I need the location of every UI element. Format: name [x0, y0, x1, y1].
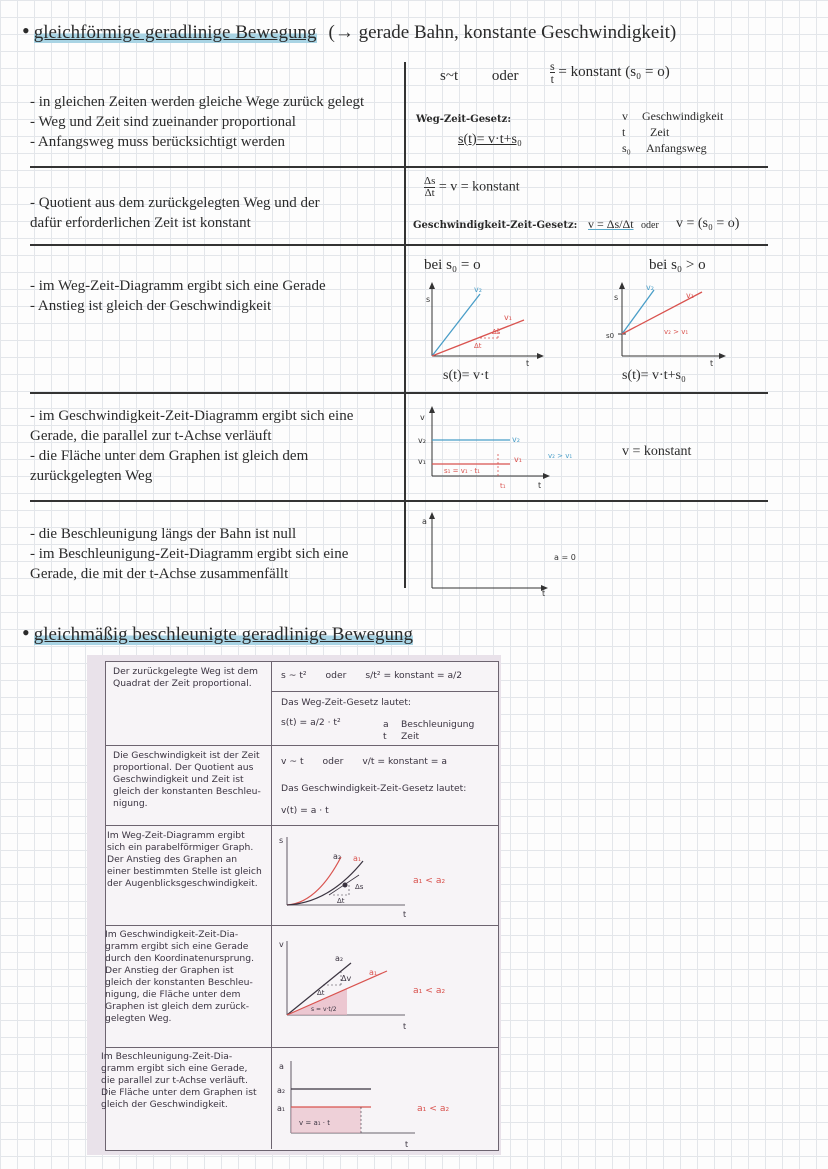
- book-legend-item: t Zeit: [383, 731, 420, 742]
- table-divider-vertical: [404, 62, 406, 588]
- book-row2-law: v(t) = a · t: [281, 805, 329, 816]
- row2-line-1: - Quotient aus dem zurückgelegten Weg und der: [30, 195, 320, 211]
- legend-item: t Zeit: [622, 125, 670, 139]
- row1-line-2: - Weg und Zeit sind zueinander proportional: [30, 114, 296, 130]
- row3-left-text: [30, 276, 400, 316]
- line-v2: [622, 290, 654, 334]
- quot-den: Δt: [424, 187, 435, 199]
- section2-heading: [22, 620, 413, 646]
- row1-line-1: - in gleichen Zeiten werden gleiche Wege zurück gelegt: [30, 94, 365, 110]
- quot-num: Δs: [424, 175, 436, 187]
- label-a: a: [422, 517, 427, 526]
- row3-case-b: bei s₀ > o: [649, 257, 706, 273]
- label-v2: v₂: [646, 283, 654, 292]
- book-row4-left: Im Geschwindigkeit-Zeit-Dia- gramm ergibt sich eine Gerade durch den Koordinatenursprung. Der Anstieg der Graphen ist gleich der konstanten Beschleu- nigung, die Fläche unter dem Graphen ist gleich dem zurück- gelegten Weg.: [105, 929, 254, 1024]
- book-prop: s ~ t²: [281, 670, 307, 681]
- label-a0: a = 0: [554, 553, 576, 562]
- label-a1: a₁: [353, 854, 362, 863]
- section1-heading: [22, 18, 676, 44]
- label-a2: a₂: [333, 852, 342, 861]
- book-row5-cmp: a₁ < a₂: [417, 1103, 450, 1114]
- row-divider-2: [30, 244, 768, 246]
- row4-left-text: [30, 406, 400, 486]
- row-divider-3: [30, 392, 768, 394]
- row3-graph-b: [604, 278, 734, 368]
- book-row-divider-2: [105, 825, 498, 826]
- prop-s-t: s~t: [440, 68, 459, 84]
- row4-line-1: - im Geschwindigkeit-Zeit-Diagramm ergibt sich eine: [30, 408, 354, 424]
- quot-rest: = v = konstant: [438, 179, 520, 195]
- section2-title: gleichmäßig beschleunigte geradlinige Bewegung: [33, 624, 414, 645]
- label-compare: v₂ > v₁: [664, 328, 689, 336]
- ratio-num: s: [550, 59, 555, 73]
- book-row1-law: s(t) = a/2 · t²: [281, 717, 341, 728]
- label-compare: v₂ > v₁: [548, 452, 573, 460]
- label-area: v = a₁ · t: [299, 1119, 330, 1127]
- curve-a2: [287, 857, 341, 905]
- row2-law-b: v = (s₀ = o): [676, 216, 740, 231]
- book-row2-left: Die Geschwindigkeit ist der Zeit proportional. Der Quotient aus Geschwindigkeit und Zeit ist gleich der konstanten Beschleu- nigung.: [113, 750, 261, 809]
- book-row1-line: Der zurückgelegte Weg ist dem: [113, 666, 258, 677]
- book-row1-prop: [281, 670, 462, 682]
- row5-graph: [418, 508, 608, 598]
- y-arrow-icon: [429, 406, 435, 413]
- row2-line-2: dafür erforderlichen Zeit ist konstant: [30, 215, 251, 231]
- book-row5-left: Im Beschleunigung-Zeit-Dia- gramm ergibt sich eine Gerade, die parallel zur t-Achse verläuft. Die Fläche unter dem Graphen ist gleich der Geschwindigkeit.: [101, 1051, 257, 1110]
- label-s0: s0: [606, 332, 615, 340]
- row4-note: v = konstant: [622, 444, 692, 459]
- label-s: s: [426, 295, 431, 304]
- label-t: t: [403, 1022, 407, 1031]
- row-divider-1: [30, 166, 768, 168]
- row1-law-title: Weg-Zeit-Gesetz:: [416, 114, 512, 125]
- section1-title: gleichförmige geradlinige Bewegung: [33, 22, 317, 43]
- label-area: s = v·t/2: [311, 1006, 337, 1013]
- label-v: v: [420, 413, 425, 422]
- book-row1-law-intro: Das Weg-Zeit-Gesetz lautet:: [281, 697, 412, 708]
- row1-proportion: [440, 68, 519, 85]
- book-row1-line: Quadrat der Zeit proportional.: [113, 678, 252, 689]
- label-t: t: [405, 1140, 409, 1149]
- x-arrow-icon: [719, 353, 726, 359]
- label-v1: v₁: [514, 455, 522, 464]
- label-a: a: [279, 1062, 284, 1071]
- label-v2-axis: v₂: [418, 436, 426, 445]
- section2-bullet: •: [22, 620, 30, 645]
- book-oder: oder: [325, 670, 347, 681]
- row-divider-4: [30, 500, 768, 502]
- x-arrow-icon: [537, 353, 544, 359]
- book-row-divider-4: [105, 1047, 498, 1048]
- row1-legend: [622, 108, 723, 156]
- book-ratio: s/t² = konstant = a/2: [365, 670, 463, 681]
- y-arrow-icon: [619, 282, 625, 289]
- row3-graph-a: [420, 278, 550, 368]
- row2-left-text: [30, 193, 400, 233]
- book-row1-legend: [383, 719, 474, 743]
- book-row1-left: [113, 666, 269, 690]
- book-col-divider: [271, 661, 272, 1149]
- book-row-divider-1: [105, 745, 498, 746]
- label-v2: v₂: [512, 435, 520, 444]
- ratio-den: t: [550, 72, 554, 86]
- row5-line-2: - im Beschleunigung-Zeit-Diagramm ergibt sich eine: [30, 546, 349, 562]
- label-a2: a₂: [277, 1086, 286, 1095]
- row4-line-3: - die Fläche unter dem Graphen ist gleich dem: [30, 448, 309, 464]
- label-v1-axis: v₁: [418, 457, 426, 466]
- book-row4-cmp: a₁ < a₂: [413, 985, 446, 996]
- tangent-point: [343, 883, 348, 888]
- section1-bullet: •: [22, 18, 30, 43]
- label-t: t: [526, 359, 530, 368]
- book-row2-law-intro: Das Geschwindigkeit-Zeit-Gesetz lautet:: [281, 783, 467, 794]
- label-dt: Δt: [474, 342, 482, 350]
- book-row3-cmp: a₁ < a₂: [413, 875, 446, 886]
- label-t: t: [538, 481, 542, 490]
- row3-eq-a: s(t)= v·t: [443, 368, 489, 383]
- label-s: s: [279, 836, 284, 845]
- book-prop-underline: [271, 691, 498, 692]
- row5-line-1: - die Beschleunigung längs der Bahn ist null: [30, 526, 297, 542]
- label-dt: Δt: [337, 897, 345, 905]
- row2-oder: oder: [641, 220, 659, 231]
- label-ds: Δs: [492, 328, 501, 336]
- label-t: t: [710, 359, 714, 368]
- textbook-photo: [87, 655, 501, 1155]
- ratio-rest: = konstant (s₀ = o): [558, 63, 670, 80]
- label-a1: a₁: [277, 1104, 286, 1113]
- legend-item: s₀ Anfangsweg: [622, 141, 707, 155]
- label-dv: Δv: [341, 974, 352, 983]
- label-s: s: [614, 293, 619, 302]
- y-arrow-icon: [429, 282, 435, 289]
- row2-law-title: Geschwindigkeit-Zeit-Gesetz:: [413, 220, 578, 231]
- legend-item: v Geschwindigkeit: [622, 109, 724, 123]
- oder-label: oder: [491, 68, 519, 84]
- label-v1: v₁: [504, 313, 512, 322]
- row2-quotient: [424, 176, 520, 199]
- label-ds: Δs: [355, 883, 364, 891]
- row4-graph: [414, 402, 604, 494]
- row3-line-1: - im Weg-Zeit-Diagramm ergibt sich eine Gerade: [30, 278, 326, 294]
- label-t: t: [542, 589, 546, 598]
- row3-line-2: - Anstieg ist gleich der Geschwindigkeit: [30, 298, 272, 314]
- label-a2: a₂: [335, 954, 344, 963]
- book-row-divider-3: [105, 925, 498, 926]
- label-a1: a₁: [369, 968, 378, 977]
- label-t1: t₁: [500, 482, 506, 490]
- row5-left-text: [30, 524, 400, 584]
- label-t: t: [403, 910, 407, 919]
- book-row3-left: Im Weg-Zeit-Diagramm ergibt sich ein parabelförmiger Graph. Der Anstieg des Graphen an einer bestimmten Stelle ist gleich der Augenblicksgeschwindigkeit.: [107, 830, 262, 889]
- label-area: s₁ = v₁ · t₁: [444, 467, 480, 475]
- row1-ratio: [550, 60, 670, 85]
- row4-line-4: zurückgelegten Weg: [30, 468, 153, 484]
- row3-case-a: bei s₀ = o: [424, 257, 481, 273]
- row3-eq-b: s(t)= v·t+s₀: [622, 368, 686, 383]
- label-v2: v₂: [474, 285, 482, 294]
- row4-line-2: Gerade, die parallel zur t-Achse verläuft: [30, 428, 272, 444]
- row1-left-text: [30, 92, 400, 152]
- x-arrow-icon: [543, 473, 550, 479]
- y-arrow-icon: [429, 512, 435, 519]
- label-v: v: [279, 940, 284, 949]
- row5-line-3: Gerade, die mit der t-Achse zusammenfällt: [30, 566, 289, 582]
- section1-subtitle: (→ gerade Bahn, konstante Geschwindigkeit): [328, 22, 677, 43]
- row1-line-3: - Anfangsweg muss berücksichtigt werden: [30, 134, 285, 150]
- label-v1: v₁: [686, 291, 694, 300]
- book-legend-item: a Beschleunigung: [383, 719, 475, 730]
- label-dt: Δt: [317, 989, 325, 997]
- book-row2-prop: v ~ t oder v/t = konstant = a: [281, 756, 448, 767]
- row1-law: s(t)= v·t+s₀: [458, 132, 522, 147]
- row2-law-a: v = Δs/Δt: [588, 217, 634, 231]
- curve-a1: [287, 861, 363, 905]
